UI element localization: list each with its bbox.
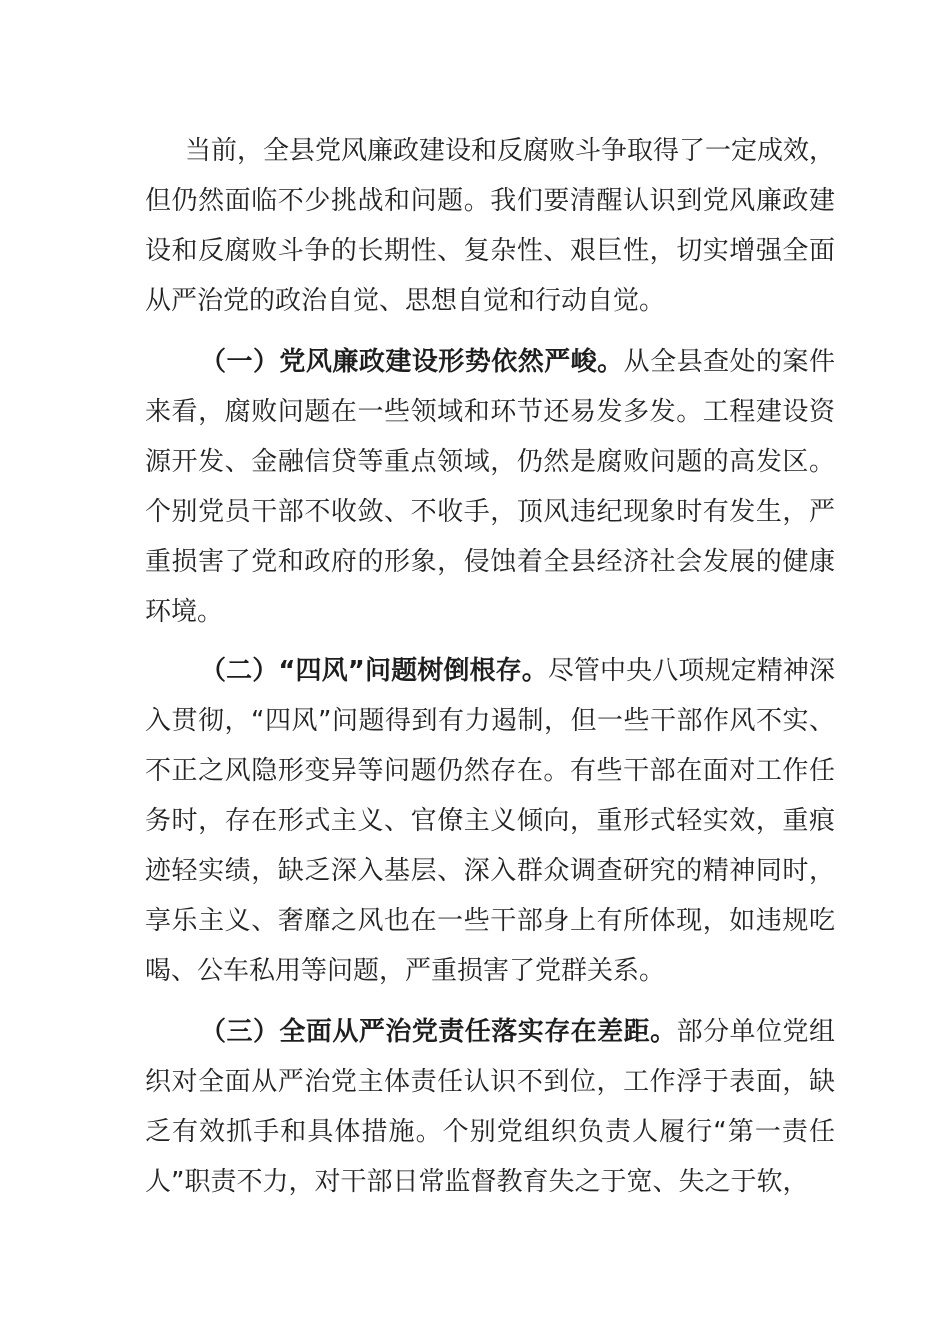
- section-3-heading: （三）全面从严治党责任落实存在差距。: [200, 1017, 677, 1047]
- section-1-paragraph: [145, 337, 835, 637]
- section-2-heading: （二）“四风”问题树倒根存。: [200, 656, 548, 686]
- section-3-paragraph: [145, 1007, 835, 1207]
- section-1-heading: （一）党风廉政建设形势依然严峻。: [200, 347, 624, 377]
- section-2-body: 尽管中央八项规定精神深入贯彻，“四风”问题得到有力遏制，但一些干部作风不实、不正之风隐形变异等问题仍然存在。有些干部在面对工作任务时，存在形式主义、官僚主义倾向，重形式轻实效，重痕迹轻实绩，缺乏深入基层、深入群众调查研究的精神同时，享乐主义、奢靡之风也在一些干部身上有所体现，如违规吃喝、公车私用等问题，严重损害了党群关系。: [145, 656, 835, 986]
- intro-paragraph: 当前，全县党风廉政建设和反腐败斗争取得了一定成效，但仍然面临不少挑战和问题。我们要清醒认识到党风廉政建设和反腐败斗争的长期性、复杂性、艰巨性，切实增强全面从严治党的政治自觉、思想自觉和行动自觉。: [145, 136, 836, 316]
- section-1-body: 从全县查处的案件来看，腐败问题在一些领域和环节还易发多发。工程建设资源开发、金融信贷等重点领域，仍然是腐败问题的高发区。个别党员干部不收敛、不收手，顶风违纪现象时有发生，严重损害了党和政府的形象，侵蚀着全县经济社会发展的健康环境。: [145, 347, 835, 627]
- section-2-paragraph: [145, 646, 835, 996]
- section-3-body: 部分单位党组织对全面从严治党主体责任认识不到位，工作浮于表面，缺乏有效抓手和具体措施。个别党组织负责人履行“第一责任人”职责不力，对干部日常监督教育失之于宽、失之于软，: [145, 1017, 835, 1197]
